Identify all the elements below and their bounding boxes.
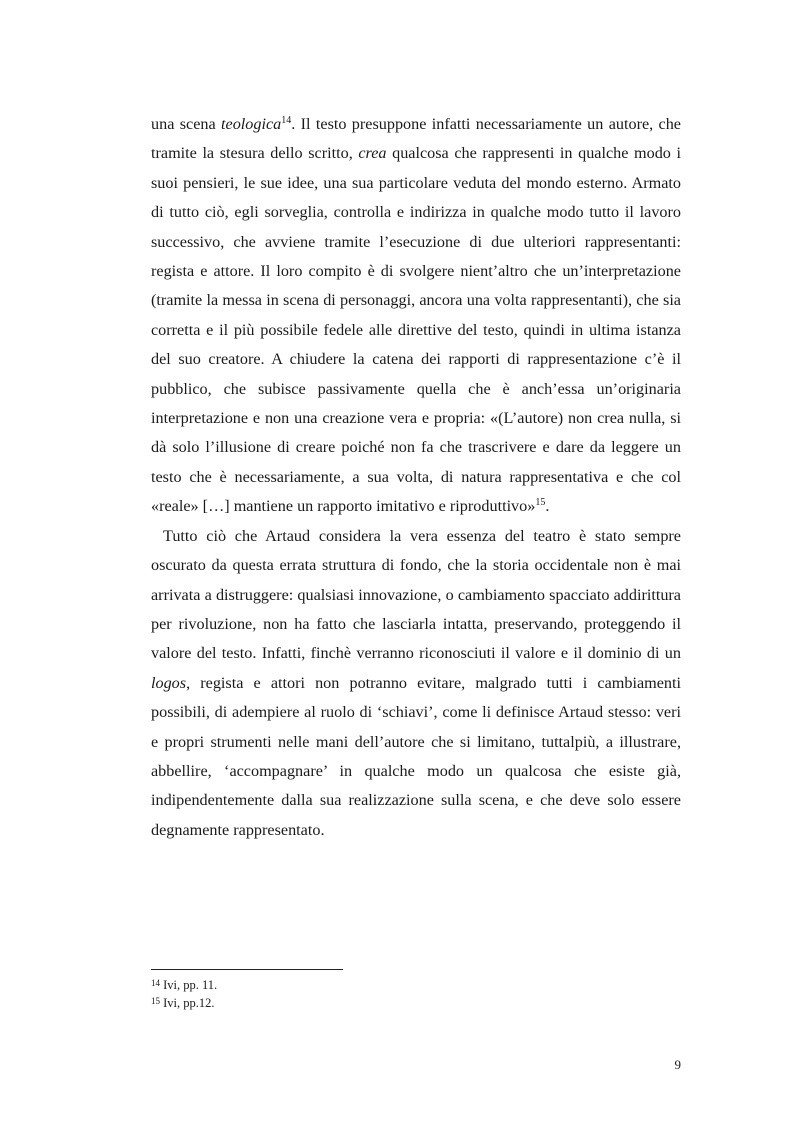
text-run: una scena <box>151 115 222 133</box>
footnote-text: Ivi, pp.12. <box>163 996 215 1010</box>
italic-term-crea: crea <box>358 144 387 163</box>
text-run: Tutto ciò che Artaud considera la vera essenza del teatro è stato sempre oscurato da questa errata struttura di fondo, che la storia occidentale non è mai arrivata a distruggere: qualsiasi innovazione, o cambiamento spacciato addirittura per rivoluzione, non ha fatto che lasciarla intatta, preservando, proteggendo il valore del testo. Infatti, finchè verranno riconosciuti il valore e il dominio di un <box>151 526 681 663</box>
footnote-14 <box>151 976 681 994</box>
text-run: . Il testo presuppone infatti necessariamente un autore, che tramite la stesura dello scritto, <box>151 115 681 163</box>
text-run: . <box>545 497 550 516</box>
italic-term-logos: logos <box>151 673 187 692</box>
footnote-number: 15 <box>151 996 160 1006</box>
italic-term-teologica: teologica <box>221 115 282 133</box>
footnote-text: Ivi, pp. 11. <box>163 978 218 992</box>
footnote-ref-14: 14 <box>281 115 292 126</box>
body-text <box>151 110 681 845</box>
footnotes <box>151 976 681 1012</box>
footnote-divider <box>151 969 343 970</box>
footnote-15 <box>151 994 681 1012</box>
footnote-ref-15: 15 <box>535 497 546 509</box>
paragraph-1 <box>151 110 681 522</box>
text-run: qualcosa che rappresenti in qualche modo i suoi pensieri, le sue idee, una sua particolare veduta del mondo esterno. Armato di tutto ciò, egli sorveglia, controlla e indirizza in qualche modo tutto il lavoro successivo, che avviene tramite l’esecuzione di due ulteriori rappresentanti: regista e attore. Il loro compito è di svolgere nient’altro che un’interpretazione (tramite la messa in scena di personaggi, ancora una volta rappresentanti), che sia corretta e il più possibile fedele alle direttive del testo, quindi in ultima istanza del suo creatore. A chiudere la catena dei rapporti di rappresentazione c’è il pubblico, che subisce passivamente quella che è anch’essa un’originaria interpretazione e non una creazione vera e propria: «(L’autore) non crea nulla, si dà solo l’illusione di creare poiché non fa che trascrivere e dare da leggere un testo che è necessariamente, a sua volta, di natura rappresentativa e che col «reale» […] mantiene un rapporto imitativo e riproduttivo» <box>151 144 681 516</box>
page-number: 9 <box>674 1057 681 1072</box>
text-run: , regista e attori non potranno evitare, malgrado tutti i cambiamenti possibili, di adempiere al ruolo di ‘schiavi’, come li definisce Artaud stesso: veri e propri strumenti nelle mani dell’autore che si limitano, tuttalpiù, a illustrare, abbellire, ‘accompagnare’ in qualche modo un qualcosa che esiste già, indipendentemente dalla sua realizzazione sulla scena, e che deve solo essere degnamente rappresentato. <box>151 673 681 839</box>
footnote-number: 14 <box>151 978 160 988</box>
paragraph-2 <box>151 522 681 845</box>
